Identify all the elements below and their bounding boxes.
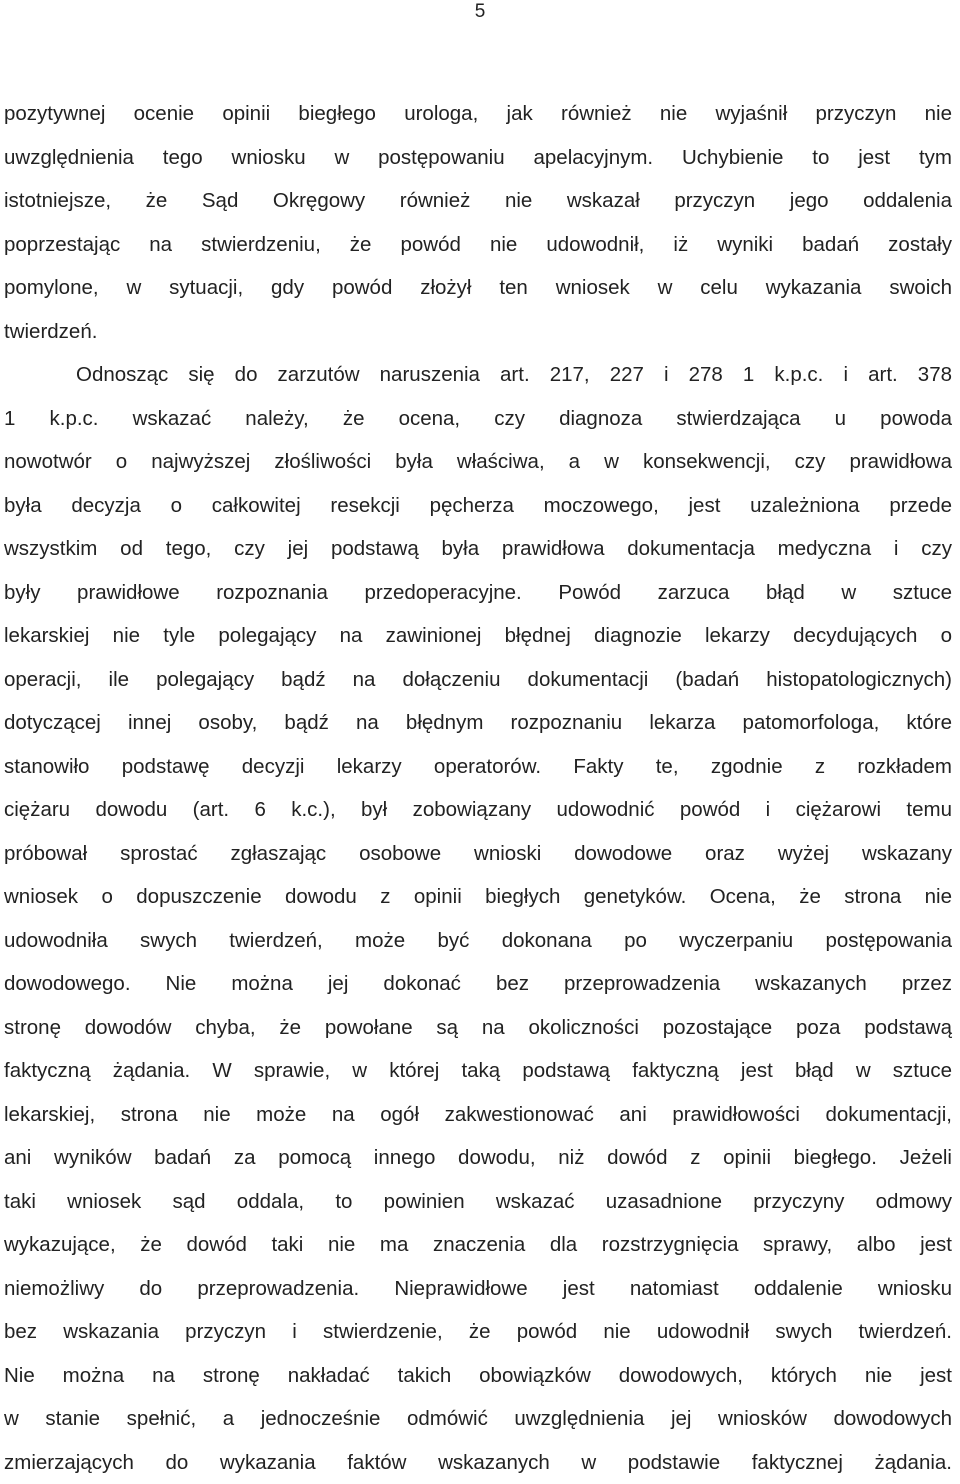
text-line: próbował sprostać zgłaszając osobowe wnioski dowodowe oraz wyżej wskazany [4, 832, 952, 876]
text-line: udowodniła swych twierdzeń, może być dokonana po wyczerpaniu postępowania [4, 919, 952, 963]
text-line: twierdzeń. [4, 310, 952, 354]
text-line: w stanie spełnić, a jednocześnie odmówić uwzględnienia jej wniosków dowodowych [4, 1397, 952, 1441]
text-line: wszystkim od tego, czy jej podstawą była prawidłowa dokumentacja medyczna i czy [4, 527, 952, 571]
text-line: uwzględnienia tego wniosku w postępowaniu apelacyjnym. Uchybienie to jest tym [4, 136, 952, 180]
text-line: nowotwór o najwyższej złośliwości była właściwa, a w konsekwencji, czy prawidłowa [4, 440, 952, 484]
text-line: taki wniosek sąd oddala, to powinien wskazać uzasadnione przyczyny odmowy [4, 1180, 952, 1224]
text-line: stronę dowodów chyba, że powołane są na okoliczności pozostające poza podstawą [4, 1006, 952, 1050]
text-line: wykazujące, że dowód taki nie ma znaczenia dla rozstrzygnięcia sprawy, albo jest [4, 1223, 952, 1267]
text-line: dotyczącej innej osoby, bądź na błędnym rozpoznaniu lekarza patomorfologa, które [4, 701, 952, 745]
text-line: 1 k.p.c. wskazać należy, że ocena, czy diagnoza stwierdzająca u powoda [4, 397, 952, 441]
text-line: pomylone, w sytuacji, gdy powód złożył ten wniosek w celu wykazania swoich [4, 266, 952, 310]
text-line: Odnosząc się do zarzutów naruszenia art. 217, 227 i 278 1 k.p.c. i art. 378 [4, 353, 952, 397]
text-line: istotniejsze, że Sąd Okręgowy również nie wskazał przyczyn jego oddalenia [4, 179, 952, 223]
text-line: lekarskiej nie tyle polegający na zawinionej błędnej diagnozie lekarzy decydujących o [4, 614, 952, 658]
text-line: ciężaru dowodu (art. 6 k.c.), był zobowiązany udowodnić powód i ciężarowi temu [4, 788, 952, 832]
text-line: pozytywnej ocenie opinii biegłego urologa, jak również nie wyjaśnił przyczyn nie [4, 92, 952, 136]
page-number: 5 [0, 0, 960, 24]
text-line: dowodowego. Nie można jej dokonać bez przeprowadzenia wskazanych przez [4, 962, 952, 1006]
text-line: faktyczną żądania. W sprawie, w której taką podstawą faktyczną jest błąd w sztuce [4, 1049, 952, 1093]
document-body [4, 92, 952, 1484]
text-line: niemożliwy do przeprowadzenia. Nieprawidłowe jest natomiast oddalenie wniosku [4, 1267, 952, 1311]
text-line: poprzestając na stwierdzeniu, że powód nie udowodnił, iż wyniki badań zostały [4, 223, 952, 267]
text-line: bez wskazania przyczyn i stwierdzenie, że powód nie udowodnił swych twierdzeń. [4, 1310, 952, 1354]
text-line: ani wyników badań za pomocą innego dowodu, niż dowód z opinii biegłego. Jeżeli [4, 1136, 952, 1180]
text-line: Nie można na stronę nakładać takich obowiązków dowodowych, których nie jest [4, 1354, 952, 1398]
text-line: były prawidłowe rozpoznania przedoperacyjne. Powód zarzuca błąd w sztuce [4, 571, 952, 615]
text-line: lekarskiej, strona nie może na ogół zakwestionować ani prawidłowości dokumentacji, [4, 1093, 952, 1137]
text-line: stanowiło podstawę decyzji lekarzy operatorów. Fakty te, zgodnie z rozkładem [4, 745, 952, 789]
text-line: wniosek o dopuszczenie dowodu z opinii biegłych genetyków. Ocena, że strona nie [4, 875, 952, 919]
text-line: zmierzających do wykazania faktów wskazanych w podstawie faktycznej żądania. [4, 1441, 952, 1484]
text-line: była decyzja o całkowitej resekcji pęcherza moczowego, jest uzależniona przede [4, 484, 952, 528]
text-line: operacji, ile polegający bądź na dołączeniu dokumentacji (badań histopatologicznych) [4, 658, 952, 702]
